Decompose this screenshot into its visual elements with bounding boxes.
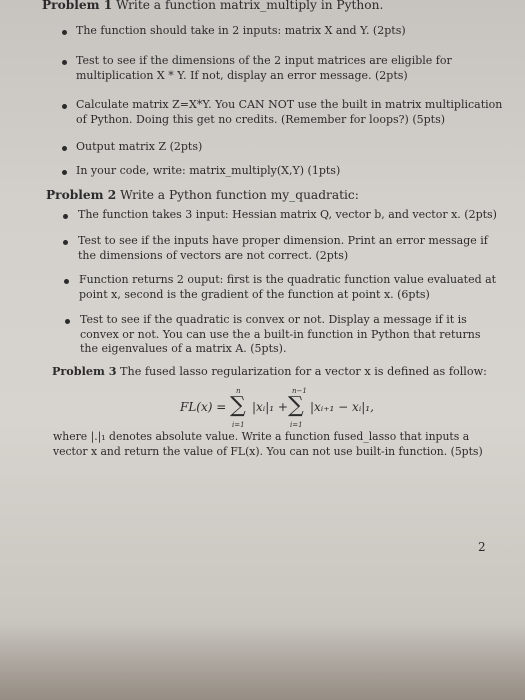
bullet-icon	[65, 319, 70, 324]
problem-3-heading	[52, 364, 487, 379]
problem-1-item-5: In your code, write: matrix_multiply(X,Y) (1pts)	[76, 164, 341, 177]
bullet-icon	[64, 279, 69, 284]
problem-3-label: Problem 3	[52, 364, 117, 378]
summation-icon: ∑	[230, 393, 246, 418]
problem-1-heading	[42, 0, 383, 12]
problem-2-label: Problem 2	[46, 188, 117, 202]
problem-3-text: where |.|₁ denotes absolute value. Write a function fused_lasso that inputs a vector x and return the value of FL(x). You can not use built-in function. (5pts)	[53, 430, 483, 458]
problem-1-item-4: Output matrix Z (2pts)	[76, 140, 203, 153]
problem-1-label: Problem 1	[42, 0, 113, 12]
problem-2-item-1: The function takes 3 input: Hessian matrix Q, vector b, and vector x. (2pts)	[78, 208, 497, 221]
bullet-icon	[62, 30, 67, 35]
summation-icon: ∑	[288, 393, 304, 418]
bullet-icon	[62, 170, 67, 175]
fused-lasso-formula	[180, 387, 374, 430]
problem-2-title: Write a Python function my_quadratic:	[120, 188, 359, 202]
formula-lhs: FL(x) =	[180, 400, 227, 414]
formula-term-2: |xᵢ₊₁ − xᵢ|₁,	[310, 400, 374, 414]
problem-2-item-2: Test to see if the inputs have proper dimension. Print an error message if the dimensions of vectors are not correct. (2pts)	[78, 234, 488, 262]
bullet-icon	[63, 240, 68, 245]
problem-1-title: Write a function matrix_multiply in Python.	[116, 0, 384, 12]
problem-1-item-1: The function should take in 2 inputs: matrix X and Y. (2pts)	[76, 24, 406, 37]
bullet-icon	[62, 146, 67, 151]
problem-2-item-3: Function returns 2 ouput: first is the quadratic function value evaluated at point x, second is the gradient of the function at point x. (6pts)	[79, 273, 497, 301]
sum1-upper-limit: n	[236, 387, 241, 395]
bullet-icon	[62, 104, 67, 109]
sum1-lower-limit: i=1	[232, 421, 245, 429]
problem-2-item-4: Test to see if the quadratic is convex or not. Display a message if it is convex or not. You can use the a built-in function in Python that returns the eigenvalues of a matrix A. (5pts).	[80, 313, 481, 355]
bullet-icon	[62, 60, 67, 65]
sum2-lower-limit: i=1	[290, 421, 303, 429]
sum2-upper-limit: n−1	[292, 387, 307, 395]
problem-3-intro: The fused lasso regularization for a vector x is defined as follow:	[120, 365, 487, 378]
problem-2-heading	[46, 188, 359, 202]
problem-1-item-3: Calculate matrix Z=X*Y. You CAN NOT use the built in matrix multiplication of Python. Doing this get no credits. (Remember for loops?) (5pts)	[76, 98, 503, 126]
bullet-icon	[63, 214, 68, 219]
page-number: 2	[478, 540, 486, 554]
formula-term-1: |xᵢ|₁ +	[252, 400, 288, 414]
problem-1-item-2: Test to see if the dimensions of the 2 input matrices are eligible for multiplication X * Y. If not, display an error message. (2pts)	[76, 54, 452, 82]
